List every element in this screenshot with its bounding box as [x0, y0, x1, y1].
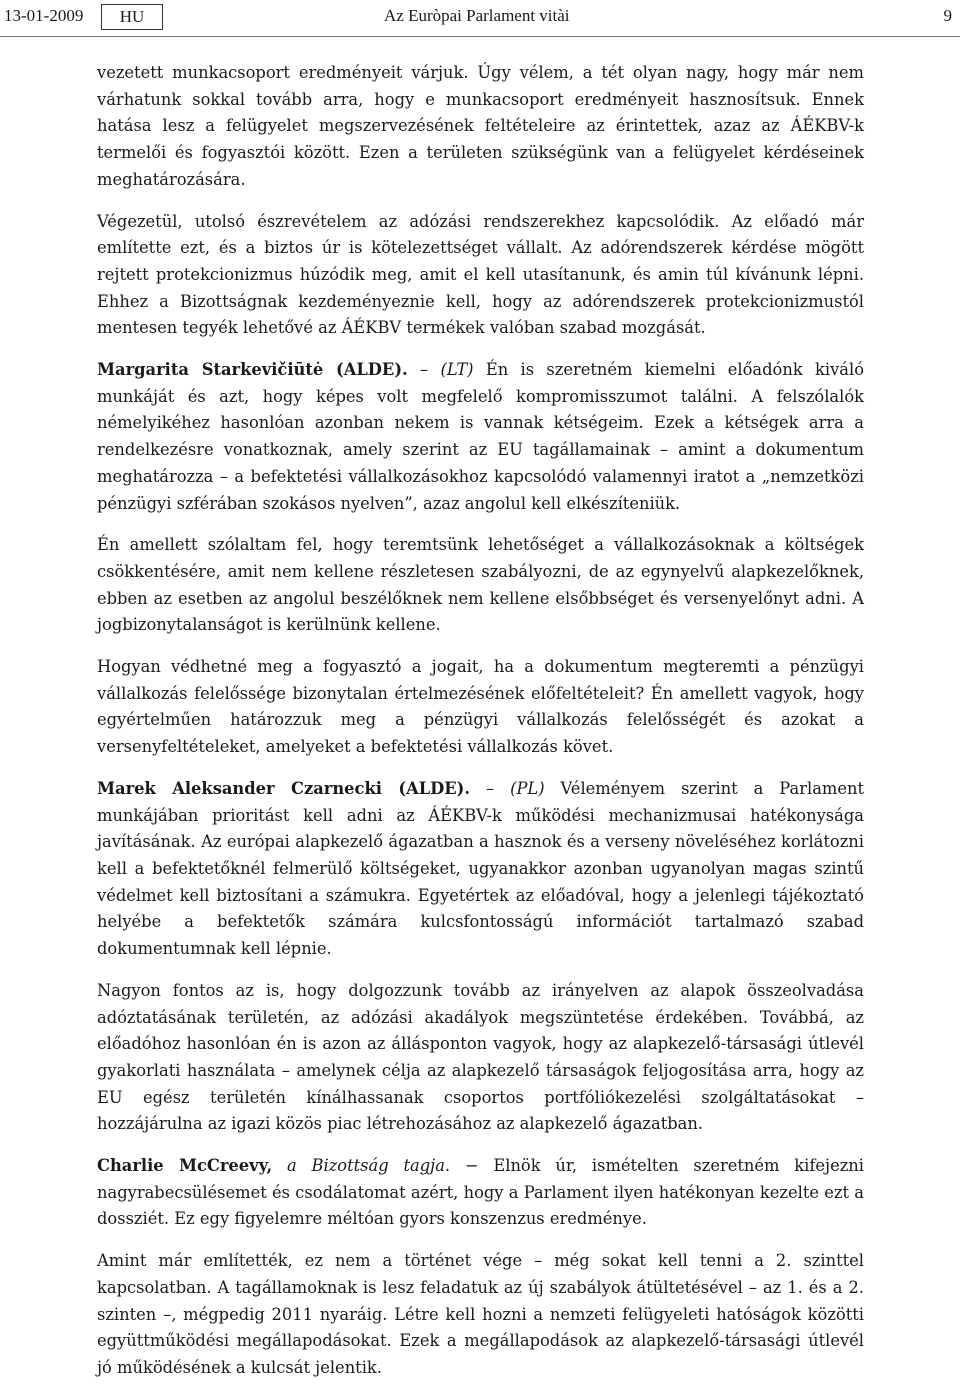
page-number: 9	[943, 6, 952, 25]
speaker-paragraph	[97, 1153, 864, 1233]
paragraph: Nagyon fontos az is, hogy dolgozzunk tovább az irányelven az alapok összeolvadása adóztatásának területén, az adózási akadályok megszüntetése érdekében. Továbbá, az előadóhoz hasonlóan én is azon az állásponton vagyok, hogy az alapkezelő-társasági útlevél gyakorlati használata – amelynek célja az alapkezelő társaságok feljogosítása arra, hogy az EU egész területén kínálhassanak csoportos portfóliókezelési szolgáltatásokat – hozzájárulna az igazi közös piac létrehozásához az alapkezelő ágazatban.	[97, 980, 864, 1134]
paragraph: Hogyan védhetné meg a fogyasztó a jogait, ha a dokumentum megteremti a pénzügyi vállalkozás felelőssége bizonytalan értelmezésének előfeltételeit? Én amellett vagyok, hogy egyértelműen határozzuk meg a pénzügyi vállalkozás felelősségét és azokat a versenyfeltételeket, amelyeket a befektetési vállalkozás követ.	[97, 657, 864, 757]
language-tag: (LT)	[440, 360, 474, 380]
speaker-role: a Bizottság tagja	[287, 1156, 445, 1176]
speaker-name: Charlie McCreevy,	[97, 1156, 273, 1176]
language-tag: (PL)	[510, 778, 545, 798]
speech-text: Véleményem szerint a Parlament munkájában prioritást kell adni az ÁÉKBV-k működési mechanizmusai hatékonysága javításának. Az európai alapkezelő ágazatban a hasznok és a verseny növeléséhez korlátozni kell a befektetőknél felmerülő költségeket, ugyanakkor azonban ugyanolyan magas szintű védelmet kell biztosítani a számukra. Egyetértek az előadóval, hogy a jelenlegi tájékoztató helyébe a befektetők számára kulcsfontosságú információt tartalmazó szabad dokumentumnak kell lépnie.	[97, 778, 864, 959]
speaker-paragraph	[97, 357, 864, 517]
page-header	[0, 0, 960, 37]
publication-title: Az Euròpai Parlament vitài	[384, 6, 570, 25]
language-code-box: HU	[101, 4, 163, 30]
dash: –	[470, 778, 511, 798]
header-date: 13-01-2009	[4, 6, 84, 25]
dash: –	[407, 360, 441, 380]
speech-text: . − Elnök úr, ismételten szeretném kifejezni nagyrabecsülésemet és csodálatomat azért, hogy a Parlament ilyen hatékonyan kezelte ezt a dossziét. Ez egy figyelemre méltóan gyors konszenzus eredménye.	[97, 1156, 864, 1229]
page-body	[97, 60, 864, 1397]
speaker-paragraph	[97, 776, 864, 963]
speaker-name: Margarita Starkevičiūtė (ALDE).	[97, 360, 408, 380]
speech-text: Én is szeretném kiemelni előadónk kiváló munkáját és azt, hogy képes volt megfelelő kompromisszumot találni. A felszólalók némelyikéhez hasonlóan azonban nekem is vannak kétségeim. Ezek a kétségek arra a rendelkezésre vonatkoznak, amely szerint az EU tagállamainak – amint a dokumentum meghatározza – a befektetési vállalkozásokhoz kapcsolódó valamennyi iratot a „nemzetközi pénzügyi szférában szokásos nyelven”, azaz angolul kell elkészíteniük.	[97, 360, 864, 513]
speaker-name: Marek Aleksander Czarnecki (ALDE).	[97, 778, 471, 798]
paragraph: vezetett munkacsoport eredményeit várjuk. Úgy vélem, a tét olyan nagy, hogy már nem várhatunk sokkal tovább arra, hogy e munkacsoport eredményeit hasznosítsuk. Ennek hatása lesz a felügyelet megszervezésének feltételeire az érintettek, azaz az ÁÉKBV-k termelői és fogyasztói között. Ezen a területen szükségünk van a felügyelet kérdéseinek meghatározására.	[97, 63, 864, 189]
paragraph: Amint már említették, ez nem a történet vége – még sokat kell tenni a 2. szinttel kapcsolatban. A tagállamoknak is lesz feladatuk az új szabályok átültetésével – az 1. és a 2. szinten –, mégpedig 2011 nyaráig. Létre kell hozni a nemzeti felügyeleti hatóságok közötti együttműködési megállapodásokat. Ezek a megállapodások az alapkezelő-társasági útlevél jó működésének a kulcsát jelentik.	[97, 1251, 864, 1377]
paragraph: Végezetül, utolsó észrevételem az adózási rendszerekhez kapcsolódik. Az előadó már említette ezt, és a biztos úr is kötelezettséget vállalt. Az adórendszerek kérdése mögött rejtett protekcionizmus húzódik meg, amit el kell utasítanunk, és amin túl kívánunk lépni. Ehhez a Bizottságnak kezdeményeznie kell, hogy az adórendszerek protekcionizmustól mentesen tegyék lehetővé az ÁÉKBV termékek valóban szabad mozgását.	[97, 211, 864, 338]
paragraph: Én amellett szólaltam fel, hogy teremtsünk lehetőséget a vállalkozásoknak a költségek csökkentésére, amit nem kellene részletesen szabályozni, de az egynyelvű alapkezelőknek, ebben az esetben az angolul beszélőknek nem kellene elsőbbséget és versenyelőnyt adni. A jogbizonytalanságot is kerülnünk kellene.	[97, 535, 864, 635]
